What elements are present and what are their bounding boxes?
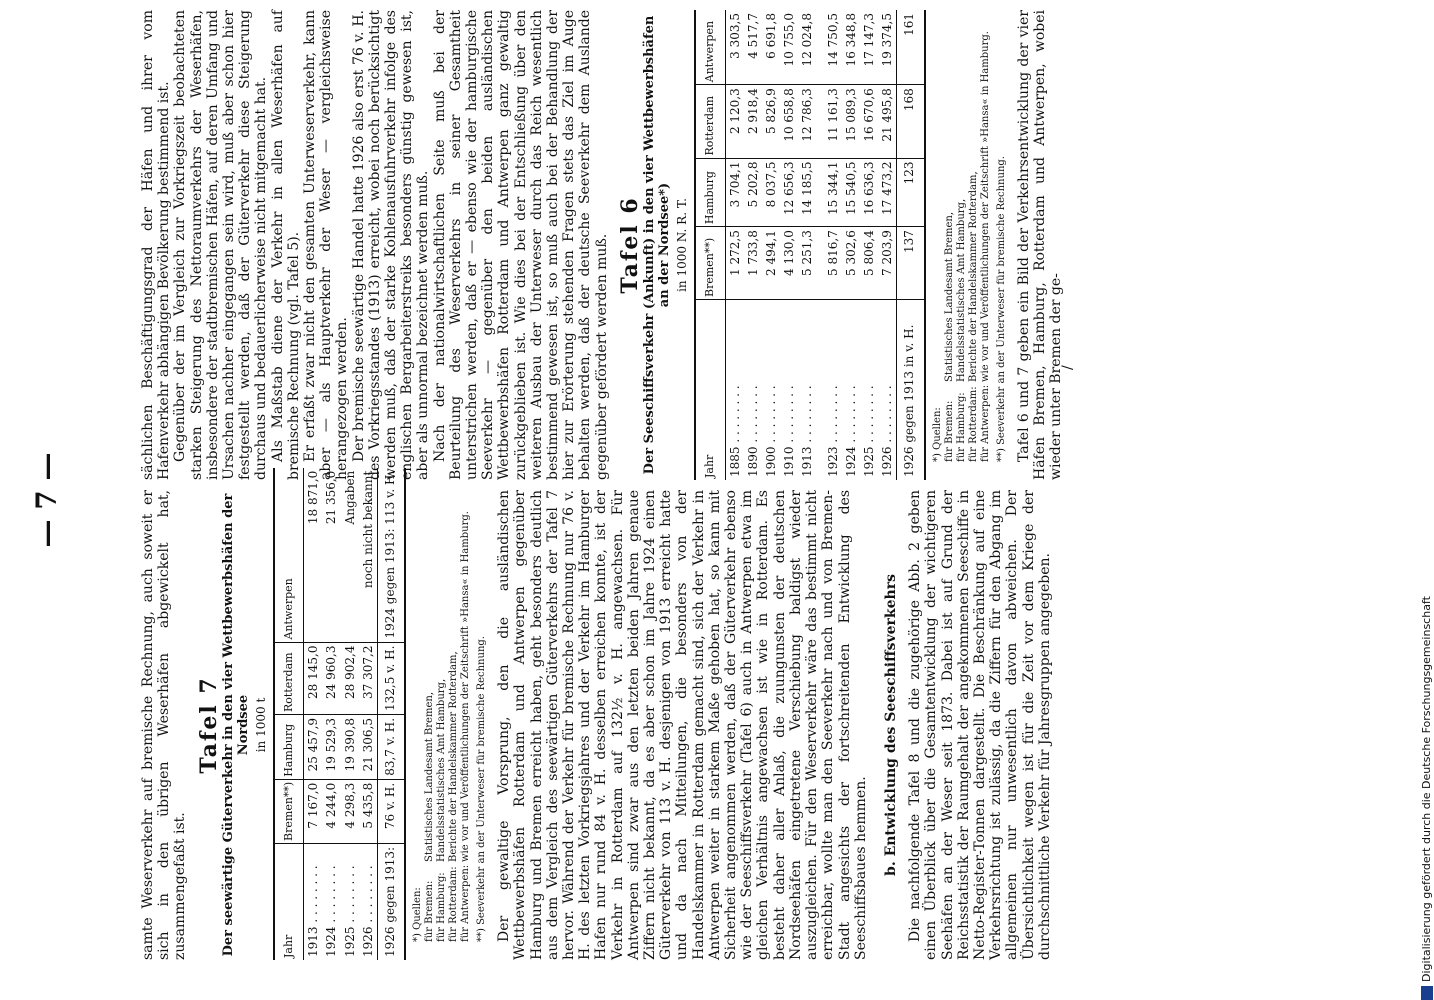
table-cell: 5 302,6 bbox=[842, 227, 860, 300]
section-paragraph: Die nachfolgende Tafel 8 und die zugehörige Abb. 2 geben einen Überblick über die Gesamtentwicklung der wichtigeren Seehäfen an der Weser seit 1873. Dabei ist auf Grund der Reichsstatistik der Raumgehalt der angekommenen Seeschiffe in Netto-Register-Tonnen dargestellt. Die Beschränkung auf eine Verkehrsrichtung ist zulässig, da die Ziffern für den Abgang im allgemeinen nur unwesentlich davon abweichen. Der Übersichtlichkeit wegen ist für die Zeit vor dem Kriege der durchschnittliche Verkehr für Jahresgruppen angegeben. bbox=[907, 490, 1053, 960]
source-text: Berichte der Handelskammer Rotterdam, bbox=[448, 651, 460, 862]
table-cell: 11 161,3 bbox=[817, 85, 842, 158]
table-cell: 16 636,3 bbox=[860, 158, 878, 227]
source-city: für Antwerpen: bbox=[460, 864, 472, 942]
right-column bbox=[140, 10, 1064, 480]
table-cell: 37 307,2 bbox=[359, 642, 378, 714]
sources-label: *) Quellen: bbox=[412, 887, 424, 942]
table-cell: 15 089,3 bbox=[842, 85, 860, 158]
table-cell: 10 755,0 bbox=[780, 10, 798, 85]
table-cell: 21 356,0 bbox=[322, 468, 340, 642]
table-row bbox=[341, 468, 359, 960]
tafel7-sources bbox=[412, 490, 472, 942]
table-row bbox=[322, 468, 340, 960]
tafel7-table bbox=[273, 468, 406, 960]
table-cell: 1924 gegen 1913: 113 v. H. bbox=[378, 468, 406, 642]
table-cell: 76 v. H. bbox=[378, 779, 406, 843]
left-column bbox=[140, 470, 1053, 960]
table-cell: 4 130,0 bbox=[780, 227, 798, 300]
table-cell: 5 806,4 bbox=[860, 227, 878, 300]
table-cell: 6 691,8 bbox=[762, 10, 780, 85]
table-cell: 16 348,8 bbox=[842, 10, 860, 85]
dfg-logo-icon bbox=[1421, 986, 1433, 1000]
tafel6-footnote: **) Seeverkehr an der Unterweser für bremische Rechnung. bbox=[995, 156, 1007, 462]
table-cell: 168 bbox=[897, 85, 925, 158]
table-row bbox=[860, 10, 878, 480]
source-city: für Hamburg: bbox=[436, 872, 448, 942]
table-cell: 19 374,5 bbox=[878, 10, 897, 85]
source-text: Handelsstatistisches Amt Hamburg, bbox=[436, 678, 448, 862]
right-paragraph: Tafel 6 und 7 geben ein Bild der Verkehrsentwicklung der vier Häfen Bremen, Hamburg, Rotterdam und Antwerpen, wobei wieder unter Bremen der ge- bbox=[1015, 10, 1064, 480]
digitization-credit bbox=[1420, 0, 1433, 1000]
source-text: wie vor und Veröffentlichungen der Zeitschrift »Hansa« in Hamburg. bbox=[979, 31, 991, 382]
table-cell: 7 167,0 bbox=[304, 779, 323, 843]
table-cell: noch nicht bekannt bbox=[359, 468, 378, 642]
right-paragraph: Er erfaßt zwar nicht den gesamten Unterweserverkehr, kann aber — als Hauptverkehr der Weser — vergleichsweise herangezogen werden. bbox=[302, 10, 351, 480]
table-cell: 1926 gegen 1913: bbox=[378, 843, 406, 960]
table-cell: 1925 . . . . . . . . bbox=[861, 385, 876, 477]
table-row bbox=[817, 10, 842, 480]
table-cell: 1890 . . . . . . . . bbox=[745, 385, 760, 477]
tafel7-heading: Tafel 7 bbox=[195, 676, 222, 774]
table-cell: 2 120,3 bbox=[725, 85, 744, 158]
table-row bbox=[744, 10, 762, 480]
tafel6-table bbox=[694, 10, 925, 480]
tafel7-footnote: **) Seeverkehr an der Unterweser für bremische Rechnung. bbox=[476, 636, 488, 942]
right-paragraph: sächlichen Beschäftigungsgrad der Häfen und ihrer vom Hafenverkehr abhängigen Bevölkerung bestimmend ist. bbox=[140, 10, 173, 480]
sources-label: *) Quellen: bbox=[931, 407, 943, 462]
table-cell: 1913 . . . . . . . . bbox=[306, 865, 321, 957]
col-header-antwerpen: Antwerpen bbox=[274, 468, 304, 642]
table-cell: 5 202,8 bbox=[744, 158, 762, 227]
table-cell: 14 185,5 bbox=[798, 158, 816, 227]
source-city: für Bremen: bbox=[943, 400, 955, 462]
table-cell: 4 517,7 bbox=[744, 10, 762, 85]
source-text: Statistisches Landesamt Bremen, bbox=[424, 692, 436, 862]
table-cell: 12 024,8 bbox=[798, 10, 816, 85]
table-cell: 16 670,6 bbox=[860, 85, 878, 158]
table-cell: 1926 . . . . . . . . bbox=[880, 385, 895, 477]
col-header-rotterdam: Rotterdam bbox=[695, 85, 725, 158]
source-text: wie vor und Veröffentlichungen der Zeitschrift »Hansa« in Hamburg. bbox=[460, 511, 472, 862]
right-paragraph: Gegenüber der im Vergleich zur Vorkriegszeit beobachteten starken Steigerung des Nettoraumverkehrs der Weserhäfen, insbesondere der stadtbremischen Häfen, auf deren Umfang und Ursachen nachher eingegangen sein wird, muß aber schon hier festgestellt werden, daß der Güterverkehr diese Steigerung durchaus und bedauerlicherweise nicht mitgemacht hat. bbox=[172, 10, 270, 480]
table-cell: 21 495,8 bbox=[878, 85, 897, 158]
table-cell: 19 390,8 bbox=[341, 714, 359, 779]
table-cell: 132,5 v. H. bbox=[378, 642, 406, 714]
comparison-row bbox=[378, 468, 406, 960]
table-cell: 5 251,3 bbox=[798, 227, 816, 300]
table-cell: 1924 . . . . . . . . bbox=[324, 865, 339, 957]
credit-text: Digitalisierung gefördert durch die Deutsche Forschungsgemeinschaft bbox=[1420, 596, 1433, 982]
table-cell: 18 871,0 bbox=[304, 468, 323, 642]
table-cell: 24 960,3 bbox=[322, 642, 340, 714]
table-cell: 1885 . . . . . . . . bbox=[727, 385, 742, 477]
table-cell: 7 203,9 bbox=[878, 227, 897, 300]
table-cell: 15 540,5 bbox=[842, 158, 860, 227]
table-cell: 25 457,9 bbox=[304, 714, 323, 779]
source-text: Handelsstatistisches Amt Hamburg, bbox=[955, 198, 967, 382]
table-row bbox=[842, 10, 860, 480]
tafel6-unit: in 1000 N. R. T. bbox=[675, 198, 690, 292]
left-intro-paragraph: samte Weserverkehr auf bremische Rechnung, auch soweit er sich in den übrigen Weserhäfen abgewickelt hat, zusammengefaßt ist. bbox=[140, 490, 189, 960]
table-cell: 1 272,5 bbox=[725, 227, 744, 300]
table-row bbox=[762, 10, 780, 480]
table-cell: 1900 . . . . . . . . bbox=[763, 385, 778, 477]
table-cell: 5 826,9 bbox=[762, 85, 780, 158]
col-header-hamburg: Hamburg bbox=[695, 158, 725, 227]
page-number-header: — 7 — bbox=[30, 452, 63, 548]
table-cell: 4 298,3 bbox=[341, 779, 359, 843]
table-cell: 21 306,5 bbox=[359, 714, 378, 779]
source-city: für Bremen: bbox=[424, 880, 436, 942]
table-cell: 1 733,8 bbox=[744, 227, 762, 300]
table-cell: 3 704,1 bbox=[725, 158, 744, 227]
table-cell: 5 435,8 bbox=[359, 779, 378, 843]
table-row bbox=[304, 468, 323, 960]
table-row bbox=[780, 10, 798, 480]
table-cell: 4 244,0 bbox=[322, 779, 340, 843]
table-cell: 83,7 v. H. bbox=[378, 714, 406, 779]
table-cell: 123 bbox=[897, 158, 925, 227]
tafel6-subtitle: Der Seeschiffsverkehr (Ankunft) in den vier Wettbewerbshäfen an der Nordsee*) bbox=[642, 15, 673, 475]
table-cell: 5 816,7 bbox=[817, 227, 842, 300]
table-cell: 1924 . . . . . . . . bbox=[843, 385, 858, 477]
table-cell: 8 037,5 bbox=[762, 158, 780, 227]
col-header-antwerpen: Antwerpen bbox=[695, 10, 725, 85]
table-cell: 15 344,1 bbox=[817, 158, 842, 227]
section-heading: b. Entwicklung des Seeschiffsverkehrs bbox=[882, 574, 899, 876]
table-cell: 17 473,2 bbox=[878, 158, 897, 227]
table-cell: 10 658,8 bbox=[780, 85, 798, 158]
table-cell: 1926 gegen 1913 in v. H. bbox=[897, 300, 925, 481]
stray-mark: / bbox=[1060, 365, 1076, 370]
table-cell: 1923 . . . . . . . . bbox=[825, 385, 840, 477]
comparison-row bbox=[897, 10, 925, 480]
table-cell: 28 902,4 bbox=[341, 642, 359, 714]
col-header-bremen: Bremen**) bbox=[695, 227, 725, 300]
table-cell: 17 147,3 bbox=[860, 10, 878, 85]
table-row bbox=[725, 10, 744, 480]
table-cell: 1913 . . . . . . . . bbox=[800, 385, 815, 477]
tafel6-heading: Tafel 6 bbox=[616, 196, 643, 294]
table-cell: 12 656,3 bbox=[780, 158, 798, 227]
table-cell: 12 786,3 bbox=[798, 85, 816, 158]
table-cell: 3 303,5 bbox=[725, 10, 744, 85]
table-cell: 14 750,5 bbox=[817, 10, 842, 85]
source-city: für Hamburg: bbox=[955, 392, 967, 462]
source-text: Berichte der Handelskammer Rotterdam, bbox=[967, 171, 979, 382]
table-cell: 137 bbox=[897, 227, 925, 300]
table-cell: 1925 . . . . . . . . bbox=[342, 865, 357, 957]
col-header-jahr: Jahr bbox=[274, 843, 304, 960]
tafel7-subtitle: Der seewärtige Güterverkehr in den vier Wettbewerbshäfen der Nordsee bbox=[220, 493, 251, 957]
col-header-hamburg: Hamburg bbox=[274, 714, 304, 779]
table-cell: 2 918,4 bbox=[744, 85, 762, 158]
table-cell: 1926 . . . . . . . . bbox=[360, 865, 375, 957]
col-header-jahr: Jahr bbox=[695, 300, 725, 481]
table-cell: 1910 . . . . . . . . bbox=[782, 385, 797, 477]
table-row bbox=[878, 10, 897, 480]
right-paragraph: Nach der nationalwirtschaftlichen Seite muß bei der Beurteilung des Weserverkehrs in seiner Gesamtheit unterstrichen werden, daß er — ebenso wie der hamburgische Seeverkehr — gegenüber den beiden ausländischen Wettbewerbshäfen Rotterdam und Antwerpen ganz gewaltig zurückgeblieben ist. Wie dies bei der Entschließung über den weiteren Ausbau der Unterweser durch das Reich wesentlich bestimmend gewesen ist, so muß auch bei der Behandlung der hier zur Erörterung stehenden Fragen stets das Ziel im Auge behalten werden, daß der deutsche Seeverkehr dem Auslande gegenüber gefördert werden muß. bbox=[431, 10, 610, 480]
right-paragraph: Der bremische seewärtige Handel hatte 1926 also erst 76 v. H. des Vorkriegsstandes (1913) erreicht, wobei noch berücksichtigt werden muß, daß der starke Kohlenausfuhrverkehr infolge des englischen Bergarbeiterstreiks besonders günstig gewesen ist, aber als unnormal bezeichnet werden muß. bbox=[350, 10, 432, 480]
table-row bbox=[798, 10, 816, 480]
source-city: für Rotterdam: bbox=[967, 386, 979, 462]
right-paragraph: Als Maßstab diene der Verkehr in allen Weserhäfen auf bremische Rechnung (vgl. Tafel 5). bbox=[269, 10, 302, 480]
source-city: für Antwerpen: bbox=[979, 384, 991, 462]
source-text: Statistisches Landesamt Bremen, bbox=[943, 212, 955, 382]
table-cell: 2 494,1 bbox=[762, 227, 780, 300]
col-header-rotterdam: Rotterdam bbox=[274, 642, 304, 714]
table-cell: 161 bbox=[897, 10, 925, 85]
table-cell: 19 529,3 bbox=[322, 714, 340, 779]
source-city: für Rotterdam: bbox=[448, 866, 460, 942]
table-row bbox=[359, 468, 378, 960]
left-body-paragraph: Der gewaltige Vorsprung, den die ausländischen Wettbewerbshäfen Rotterdam und Antwerpen gegenüber Hamburg und Bremen erreicht haben, geht besonders deutlich aus dem Vergleich des seewärtigen Güterverkehrs der Tafel 7 hervor. Während der Verkehr für bremische Rechnung nur 76 v. H. des letzten Vorkriegsjahres und der Verkehr im Hamburger Hafen nur rund 84 v. H. desselben erreichen konnte, ist der Verkehr in Rotterdam auf 132½ v. H. angewachsen. Für Antwerpen sind zwar aus den letzten beiden Jahren genaue Ziffern nicht bekannt, da es aber schon im Jahre 1924 einen Güterverkehr von 113 v. H. desjenigen von 1913 erreicht hatte und da nach Mitteilungen, die besonders von der Handelskammer in Rotterdam gemacht sind, sich der Verkehr in Antwerpen weiter in starkem Maße gehoben hat, so kann mit Sicherheit angenommen werden, daß der Güterverkehr ebenso wie der Seeschiffsverkehr (Tafel 6) auch in Antwerpen etwa im gleichen Verhältnis angewachsen ist wie in Rotterdam. Es besteht daher aller Anlaß, die zuungunsten der deutschen Nordseehäfen eingetretene Verschiebung baldigst wieder auszugleichen. Für den Weserverkehr wäre das bestimmt nicht erreichbar, wollte man den Seeverkehr nach und von Bremen-Stadt angesichts der fortschreitenden Entwicklung des Seeschiffsbaues hemmen. bbox=[496, 490, 869, 960]
tafel6-sources bbox=[932, 10, 992, 462]
table-cell: 28 145,0 bbox=[304, 642, 323, 714]
table-cell: Angaben bbox=[341, 468, 359, 642]
col-header-bremen: Bremen**) bbox=[274, 779, 304, 843]
tafel7-unit: in 1000 t bbox=[253, 697, 268, 753]
